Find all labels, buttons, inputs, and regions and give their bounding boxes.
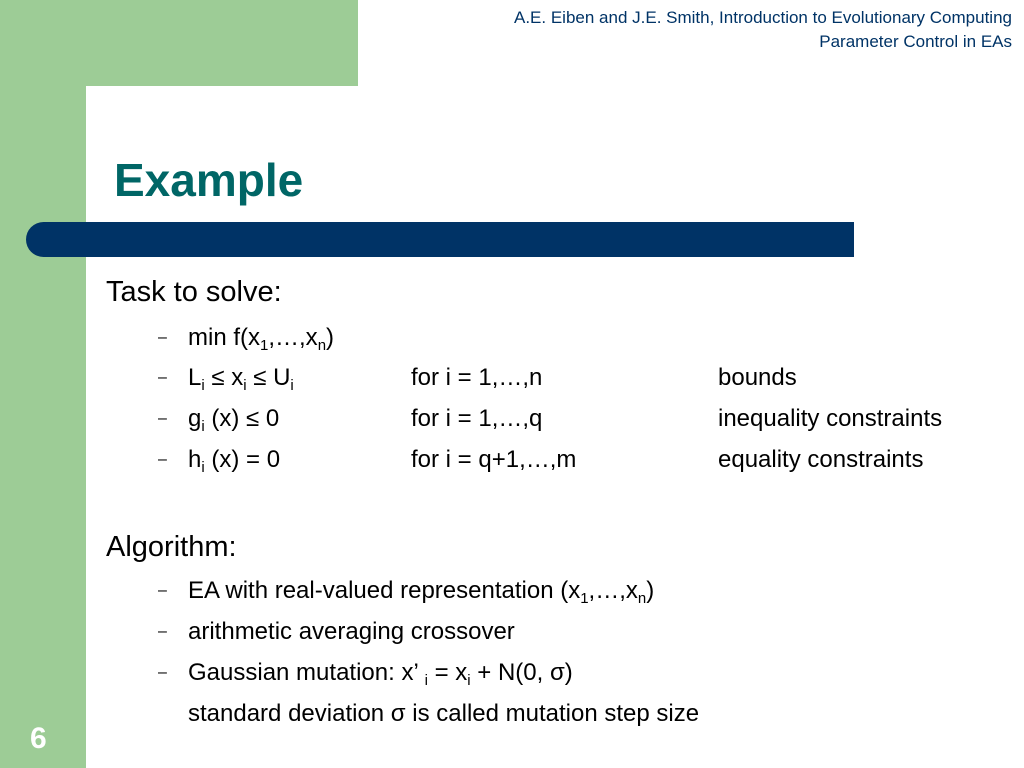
title-underline-bar [26,222,854,257]
page-number: 6 [30,722,47,755]
inequality-description: inequality constraints [718,405,943,432]
bullet-dash: – [158,410,167,427]
mutation-text: Gaussian mutation: x’ $_i = x_i + N(0$, σ) [188,659,573,689]
task-heading: Task to solve: [106,276,282,308]
decorative-green-sidebar [0,0,86,768]
crossover-text: arithmetic averaging crossover [188,618,515,645]
algorithm-item-mutation [158,659,1018,689]
objective-expression: $\min f(x_1,\dots,x_n)$ [188,324,335,354]
algorithm-mutation-continuation [158,700,1018,730]
header-authors: A.E. Eiben and J.E. Smith, Introduction to Evolutionary Computing [514,8,1012,27]
bullet-dash: – [158,369,167,386]
step-size-text: standard deviation σ is called mutation step size [188,700,700,727]
equality-expression: $h_i$ (x) = 0 [188,446,281,476]
decorative-green-top-block [0,0,358,86]
slide-title: Example [114,154,304,206]
equality-condition: for i = q+1,…,m [411,446,577,473]
algorithm-item-crossover [158,618,1018,648]
algorithm-heading: Algorithm: [106,531,237,563]
bounds-condition: for i = 1,…,n [411,364,543,391]
slide-header [514,6,1012,54]
bounds-description: bounds [718,364,797,391]
equality-description: equality constraints [718,446,924,473]
inequality-expression: $g_i$ (x) ≤ 0 [188,405,280,435]
bullet-dash: – [158,329,167,346]
bullet-dash: – [158,664,167,681]
task-item-inequality [158,405,1018,435]
header-subtitle: Parameter Control in EAs [819,32,1012,51]
bounds-expression: $L_i \le x_i \le U_i$ [188,364,294,394]
bullet-dash: – [158,623,167,640]
inequality-condition: for i = 1,…,q [411,405,543,432]
task-item-objective [158,324,1018,354]
bullet-dash: – [158,451,167,468]
algorithm-item-representation [158,577,1018,607]
bullet-dash: – [158,582,167,599]
task-item-equality [158,446,1018,476]
representation-text: EA with real-valued representation $(x_1,\dots,x_n)$ [188,577,655,607]
task-item-bounds [158,364,1018,394]
